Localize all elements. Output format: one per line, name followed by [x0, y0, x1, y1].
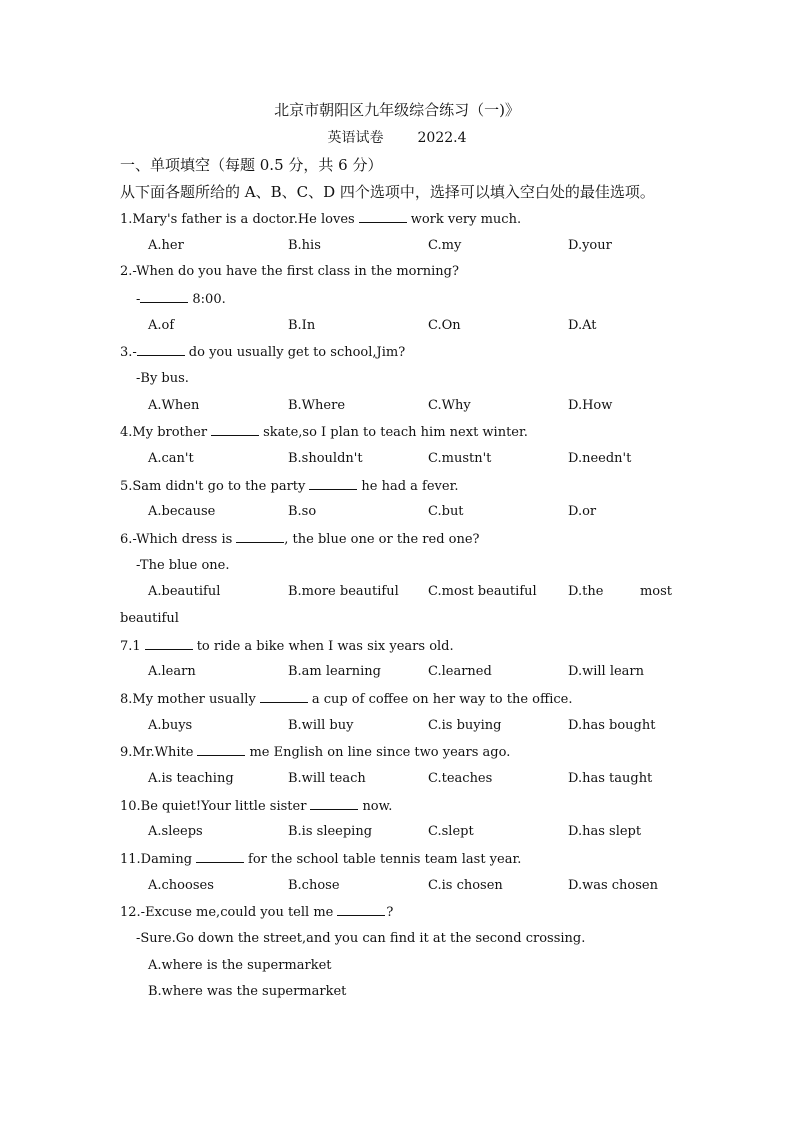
answer-blank: [337, 902, 385, 916]
question-1-options: [148, 236, 708, 256]
question-9-options: [148, 769, 708, 789]
option-b: B.so: [288, 504, 317, 519]
option-a: A.of: [148, 318, 175, 333]
option-c: C.teaches: [428, 771, 493, 786]
question-text: 8.My mother usually: [120, 692, 256, 707]
question-text: he had a fever.: [361, 479, 459, 494]
option-d: D.has slept: [568, 824, 642, 839]
option-c: C.but: [428, 504, 464, 519]
option-b: B.more beautiful: [288, 584, 399, 599]
question-11-options: [148, 876, 708, 896]
question-text: now.: [362, 799, 393, 814]
answer-blank: [309, 476, 357, 490]
question-text: 5.Sam didn't go to the party: [120, 479, 306, 494]
question-text: do you usually get to school,Jim?: [188, 345, 406, 360]
option-c: C.is buying: [428, 718, 502, 733]
question-3-options: [148, 396, 708, 416]
question-8-options: [148, 716, 708, 736]
answer-blank: [236, 529, 284, 543]
option-c: C.my: [428, 238, 462, 253]
option-d: D.your: [568, 238, 612, 253]
question-12-reply: -Sure.Go down the street,and you can find it at the second crossing.: [136, 931, 586, 946]
answer-blank: [196, 849, 244, 863]
option-b: B.will buy: [288, 718, 354, 733]
option-a: A.can't: [148, 451, 194, 466]
question-text: , the blue one or the red one?: [284, 532, 480, 547]
option-d: D.At: [568, 318, 597, 333]
option-a: A.her: [148, 238, 184, 253]
question-7-options: [148, 662, 708, 682]
option-b: B.chose: [288, 878, 340, 893]
option-a: A.learn: [148, 664, 196, 679]
question-2: 2.-When do you have the first class in the morning?: [120, 264, 459, 279]
question-5: [120, 476, 459, 497]
option-b: B.Where: [288, 398, 346, 413]
option-a: A.is teaching: [148, 771, 234, 786]
question-5-options: [148, 502, 708, 522]
option-b: B.will teach: [288, 771, 366, 786]
question-text: 11.Daming: [120, 852, 193, 867]
answer-blank: [137, 342, 185, 356]
answer-blank: [359, 209, 407, 223]
question-3: [120, 342, 405, 363]
option-d-part: D.the: [568, 584, 604, 599]
question-9: [120, 742, 510, 763]
question-10-options: [148, 822, 708, 842]
option-b: B.his: [288, 238, 321, 253]
question-text: 9.Mr.White: [120, 745, 194, 760]
question-text: me English on line since two years ago.: [249, 745, 511, 760]
question-4-options: [148, 449, 708, 469]
exam-date: 2022.4: [417, 130, 467, 146]
question-4: [120, 422, 528, 443]
question-6-options: [148, 582, 708, 602]
question-text: 10.Be quiet!Your little sister: [120, 799, 307, 814]
option-a: A.When: [148, 398, 200, 413]
option-c: C.On: [428, 318, 461, 333]
option-a: A.where is the supermarket: [148, 958, 332, 973]
question-text: skate,so I plan to teach him next winter.: [263, 425, 528, 440]
option-c: C.slept: [428, 824, 474, 839]
question-10: [120, 796, 392, 817]
answer-blank: [310, 796, 358, 810]
option-b: B.shouldn't: [288, 451, 363, 466]
question-1: [120, 209, 521, 230]
question-text: 3.-: [120, 345, 137, 360]
question-text: 1.Mary's father is a doctor.He loves: [120, 212, 355, 227]
subject-label: 英语试卷: [327, 130, 384, 146]
answer-blank: [211, 422, 259, 436]
question-2-reply: [136, 289, 226, 310]
question-text: a cup of coffee on her way to the office.: [311, 692, 573, 707]
question-text: 7.1: [120, 639, 141, 654]
question-text: for the school table tennis team last year.: [248, 852, 522, 867]
option-d: D.needn't: [568, 451, 632, 466]
question-12: [120, 902, 393, 923]
option-c: C.most beautiful: [428, 584, 537, 599]
option-c: C.mustn't: [428, 451, 492, 466]
option-a: A.sleeps: [148, 824, 203, 839]
option-d: D.or: [568, 504, 597, 519]
question-text: to ride a bike when I was six years old.: [196, 639, 454, 654]
option-b: B.In: [288, 318, 316, 333]
question-8: [120, 689, 572, 710]
option-d: D.How: [568, 398, 613, 413]
option-d: D.was chosen: [568, 878, 658, 893]
question-text: 6.-Which dress is: [120, 532, 233, 547]
question-6: [120, 529, 480, 550]
option-d: D.will learn: [568, 664, 645, 679]
question-text: 4.My brother: [120, 425, 208, 440]
reply-text: 8:00.: [192, 292, 226, 307]
answer-blank: [260, 689, 308, 703]
question-7: [120, 636, 454, 657]
answer-blank: [140, 289, 188, 303]
question-text: ?: [386, 905, 394, 920]
question-text: 12.-Excuse me,could you tell me: [120, 905, 334, 920]
question-text: work very much.: [410, 212, 522, 227]
option-d: D.has taught: [568, 771, 653, 786]
option-b: B.is sleeping: [288, 824, 373, 839]
question-2-options: [148, 316, 708, 336]
answer-blank: [145, 636, 193, 650]
option-c: C.Why: [428, 398, 471, 413]
option-d-part: most: [639, 584, 672, 599]
option-d: [568, 582, 672, 602]
option-b: B.where was the supermarket: [148, 984, 347, 999]
option-d-wrap: beautiful: [120, 611, 179, 626]
answer-blank: [197, 742, 245, 756]
question-6-reply: -The blue one.: [136, 558, 230, 573]
option-a: A.because: [148, 504, 216, 519]
question-3-reply: -By bus.: [136, 371, 189, 386]
exam-title: 北京市朝阳区九年级综合练习（一)》: [274, 101, 520, 119]
option-a: A.buys: [148, 718, 193, 733]
reply-dash: -: [136, 292, 141, 307]
option-b: B.am learning: [288, 664, 381, 679]
exam-subtitle: [0, 127, 794, 149]
option-c: C.is chosen: [428, 878, 503, 893]
section-instructions: 从下面各题所给的 A、B、C、D 四个选项中，选择可以填入空白处的最佳选项。: [120, 183, 655, 201]
option-a: A.beautiful: [148, 584, 221, 599]
option-c: C.learned: [428, 664, 492, 679]
question-11: [120, 849, 521, 870]
section-title: 一、单项填空（每题 0.5 分，共 6 分）: [120, 156, 383, 174]
option-a: A.chooses: [148, 878, 214, 893]
option-d: D.has bought: [568, 718, 656, 733]
